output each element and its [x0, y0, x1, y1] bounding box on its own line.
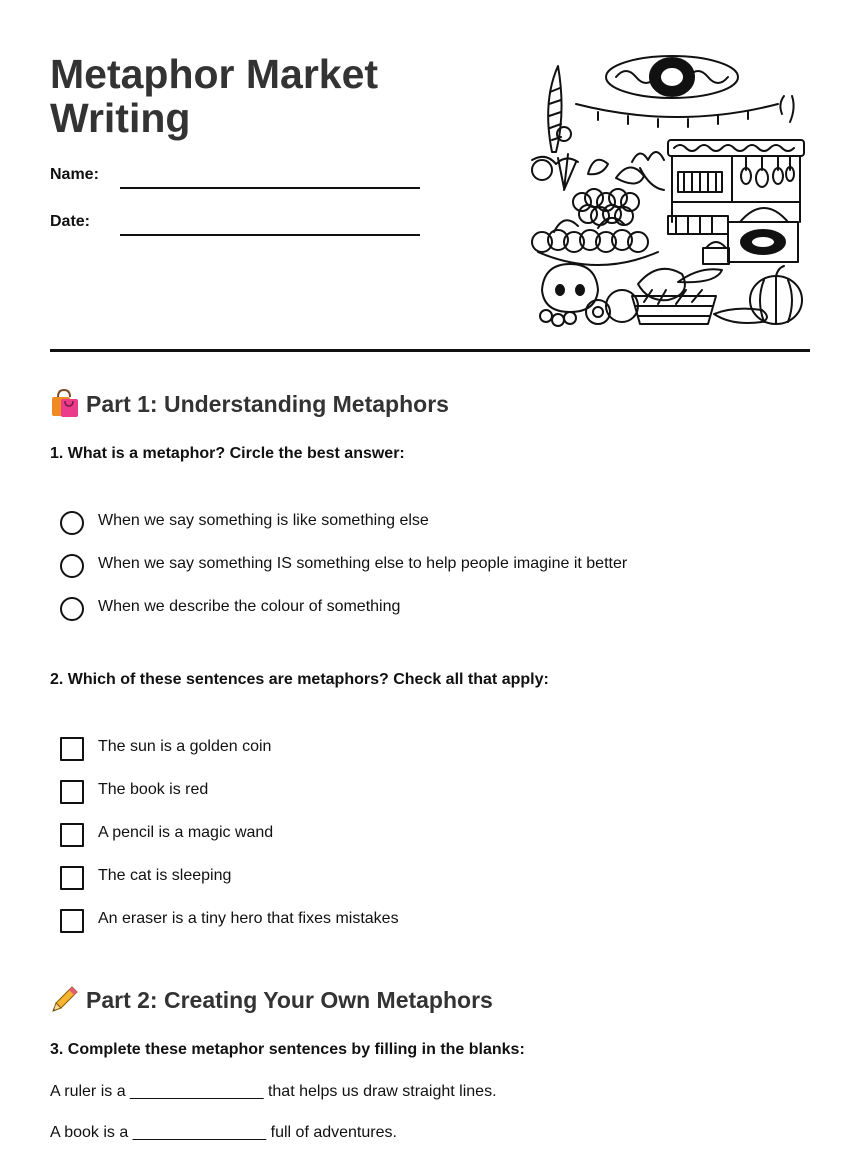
checkbox[interactable]: [60, 780, 84, 804]
page-title: Metaphor Market Writing: [50, 51, 379, 141]
question-2-prompt: 2. Which of these sentences are metaphors? Check all that apply:: [50, 671, 549, 688]
part1-heading-text: Part 1: Understanding Metaphors: [86, 391, 449, 417]
name-label: Name:: [50, 166, 99, 183]
part2-heading: [50, 984, 493, 1014]
q2-option-3-label: A pencil is a magic wand: [98, 824, 274, 841]
question-3-prompt: 3. Complete these metaphor sentences by filling in the blanks:: [50, 1041, 525, 1058]
checkbox[interactable]: [60, 909, 84, 933]
q2-option-2-label: The book is red: [98, 781, 209, 798]
date-field[interactable]: [120, 234, 420, 236]
market-stall-illustration: [528, 52, 810, 330]
question-1-prompt: 1. What is a metaphor? Circle the best answer:: [50, 445, 405, 462]
part1-heading: [50, 388, 449, 418]
q2-option-5-label: An eraser is a tiny hero that fixes mistakes: [98, 910, 399, 927]
shopping-bags-icon: [50, 388, 80, 418]
radio-circle[interactable]: [60, 511, 84, 535]
radio-circle[interactable]: [60, 597, 84, 621]
q1-option-c-label: When we describe the colour of something: [98, 598, 401, 615]
date-label: Date:: [50, 213, 91, 230]
part2-heading-text: Part 2: Creating Your Own Metaphors: [86, 987, 493, 1013]
name-field[interactable]: [120, 187, 420, 189]
q3-sentence-1[interactable]: A ruler is a _______________ that helps us draw straight lines.: [50, 1083, 497, 1100]
q1-option-a-label: When we say something is like something else: [98, 512, 429, 529]
radio-circle[interactable]: [60, 554, 84, 578]
pencil-icon: [50, 984, 80, 1014]
q2-option-1-label: The sun is a golden coin: [98, 738, 272, 755]
checkbox[interactable]: [60, 737, 84, 761]
q2-option-4-label: The cat is sleeping: [98, 867, 232, 884]
checkbox[interactable]: [60, 823, 84, 847]
q3-sentence-2[interactable]: A book is a _______________ full of adventures.: [50, 1124, 397, 1141]
checkbox[interactable]: [60, 866, 84, 890]
q1-option-b-label: When we say something IS something else to help people imagine it better: [98, 555, 628, 572]
header-divider: [50, 349, 810, 352]
